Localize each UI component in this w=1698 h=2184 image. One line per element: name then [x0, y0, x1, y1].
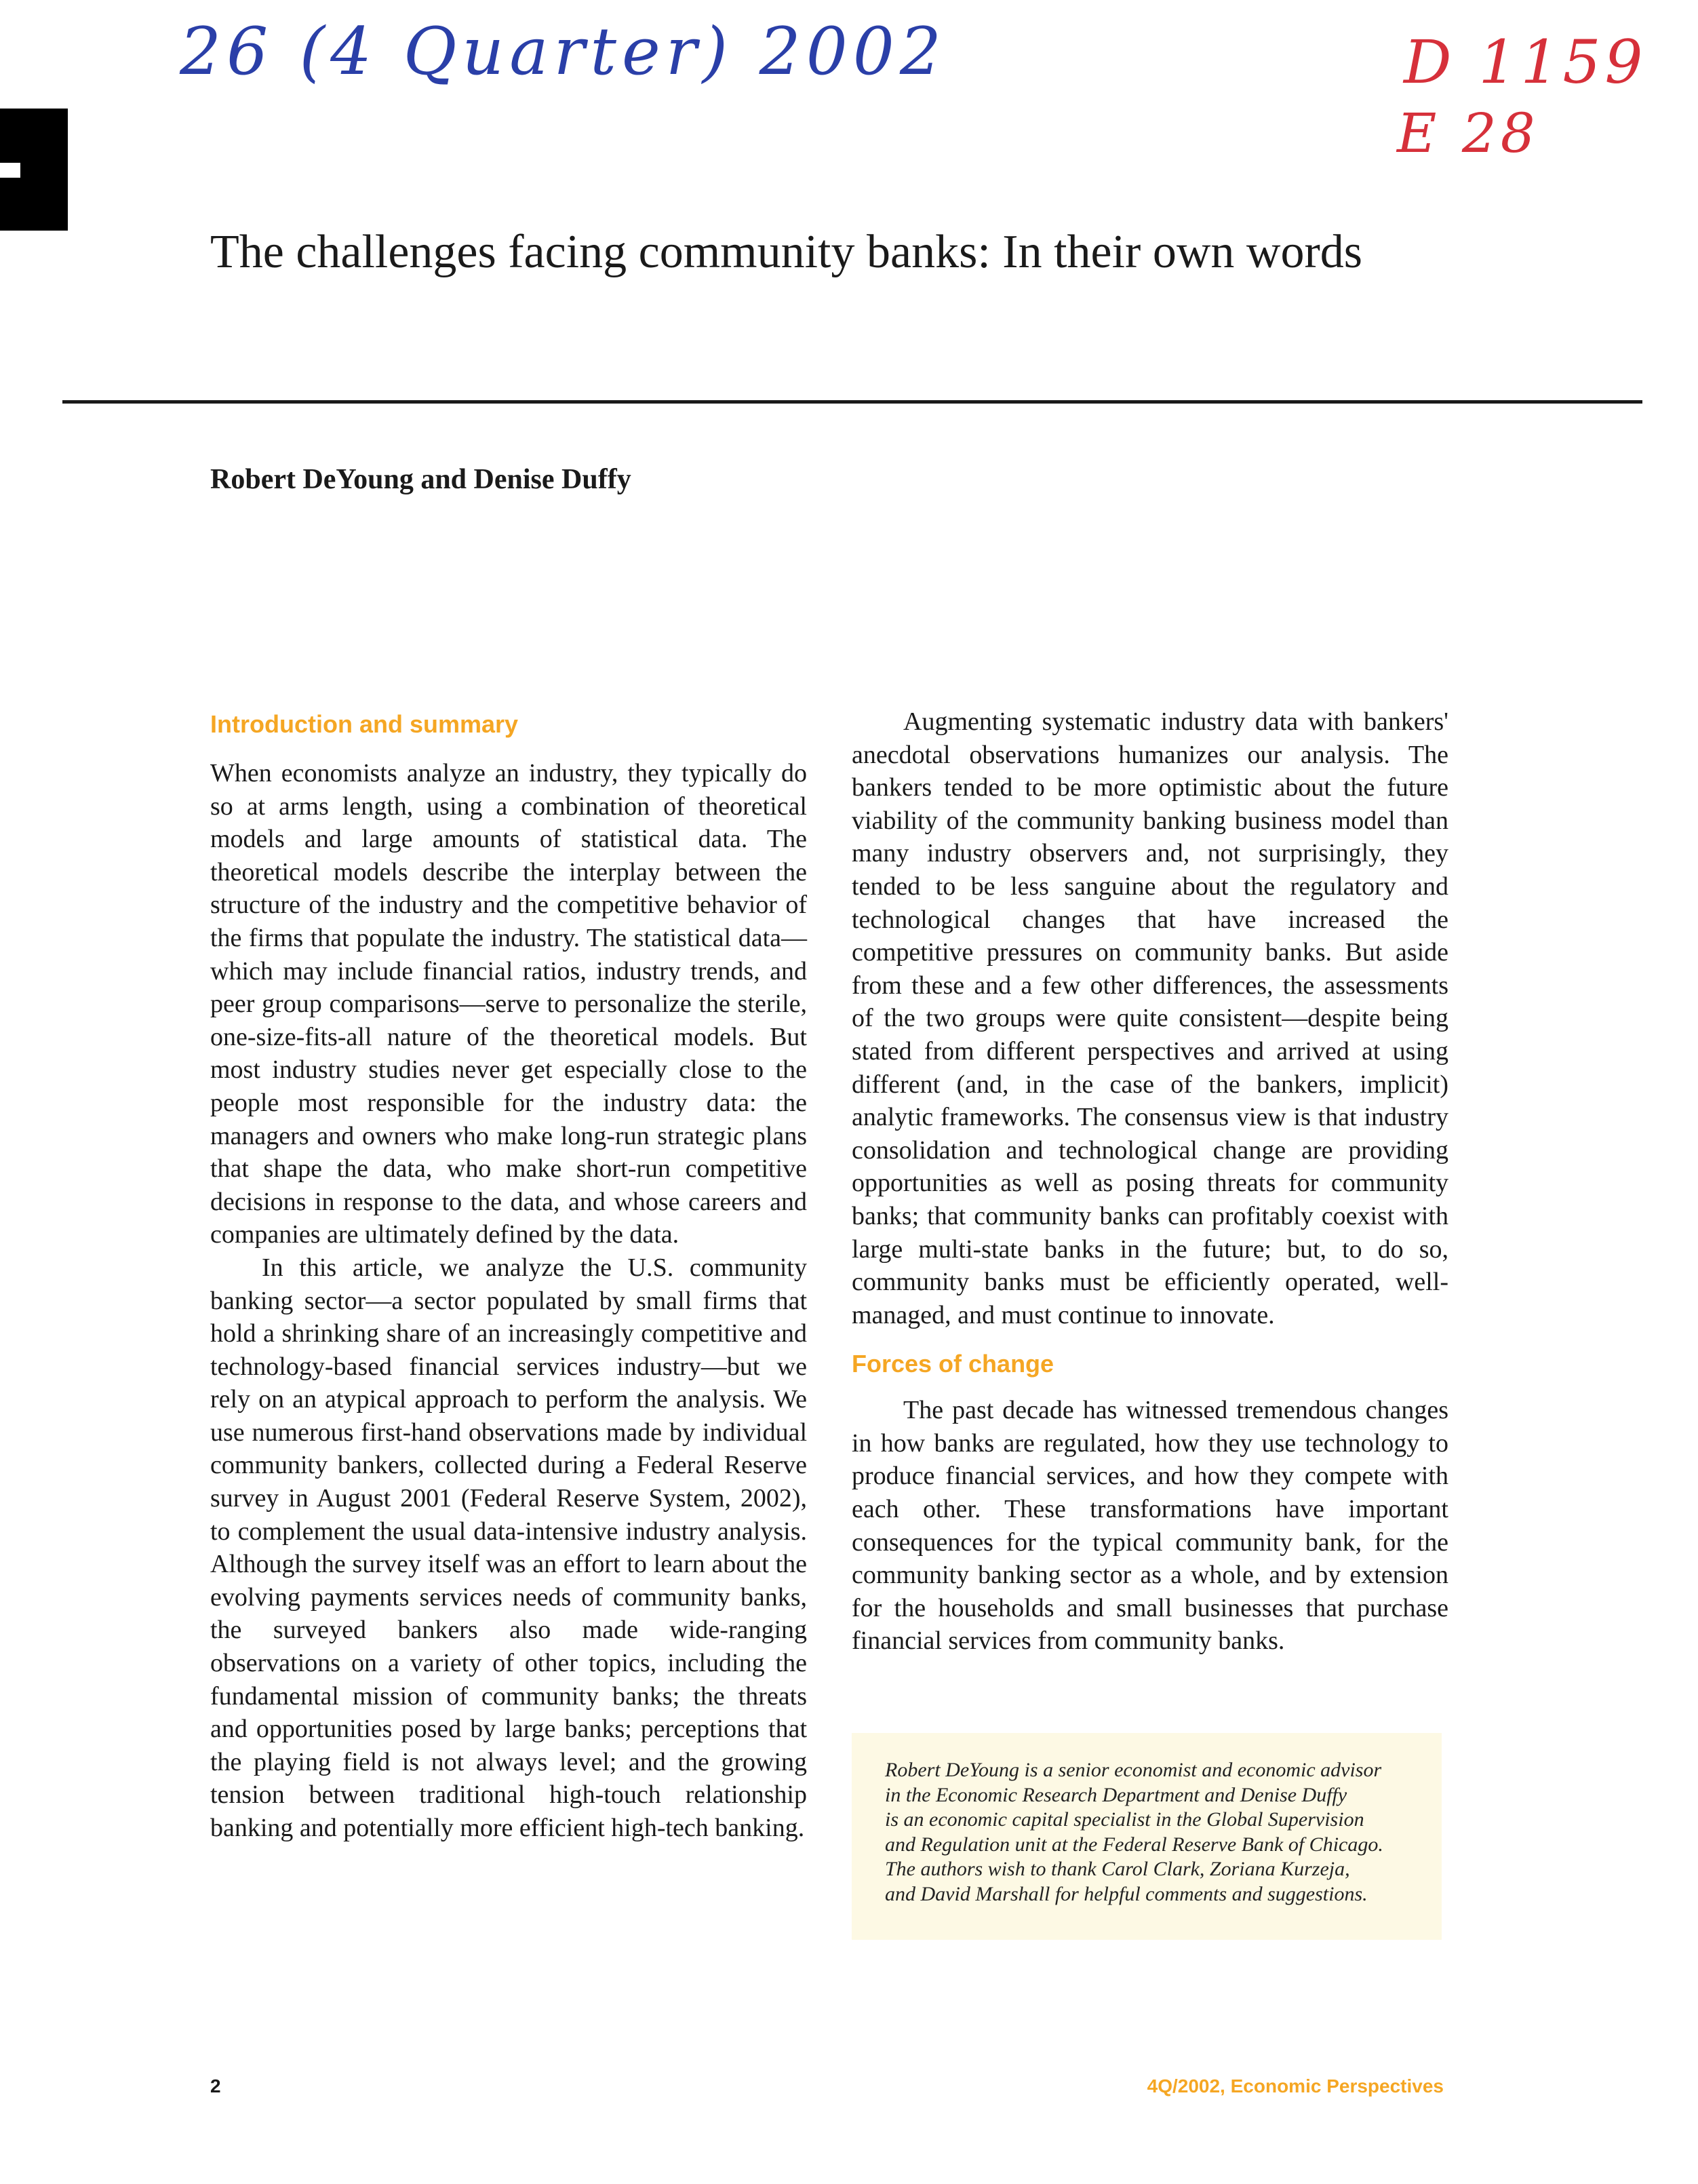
article-title: The challenges facing community banks: In their own words — [210, 226, 1363, 278]
author-note-line: Robert DeYoung is a senior economist and economic advisor — [885, 1759, 1382, 1781]
author-note-line: in the Economic Research Department and Denise Duffy — [885, 1783, 1347, 1806]
author-note-text — [885, 1758, 1421, 1907]
handwritten-issue-note: 26 (4 Quarter) 2002 — [180, 14, 947, 90]
right-column — [852, 705, 1448, 1658]
author-note-line: and Regulation unit at the Federal Reserve Bank of Chicago. — [885, 1833, 1383, 1856]
paragraph-intro-1: When economists analyze an industry, they typically do so at arms length, using a combination of theoretical models and large amounts of statistical data. The theoretical models describe the interplay between the structure of the industry and the competitive behavior of the firms that populate the industry. The statistical data—which may include financial ratios, industry trends, and peer group comparisons—serve to personalize the sterile, one-size-fits-all nature of the theoretical models. But most industry studies never get especially close to the people most responsible for the industry data: the managers and owners who make long-run strategic plans that shape the data, who make short-run competitive decisions in response to the data, and whose careers and companies are ultimately defined by the data. — [210, 759, 807, 1249]
author-note-line: is an economic capital specialist in the Global Supervision — [885, 1808, 1364, 1831]
article-authors: Robert DeYoung and Denise Duffy — [210, 464, 631, 495]
handwritten-catalog-code: D 1159 — [1404, 27, 1647, 97]
section-heading-forces: Forces of change — [852, 1350, 1054, 1378]
journal-footer: 4Q/2002, Economic Perspectives — [1147, 2075, 1444, 2097]
page-number: 2 — [210, 2075, 221, 2097]
handwritten-catalog-subcode: E 28 — [1397, 102, 1539, 165]
paragraph-intro-3: Augmenting systematic industry data with bankers' anecdotal observations humanizes our analysis. The bankers tended to be more optimistic about the future viability of the community banking business model than many industry observers and, not surprisingly, they tended to be less sanguine about the regulatory and technological changes that have increased the competitive pressures on community banks. But aside from these and a few other differences, the assessments of the two groups were quite consistent—despite being stated from different perspectives and arrived at using different (and, in the case of the bankers, implicit) analytic frameworks. The consensus view is that industry consolidation and technological change are providing opportunities as well as posing threats for community banks; that community banks can profitably coexist with large multi-state banks in the future; but, to do so, community banks must be efficiently operated, well-managed, and must continue to innovate. — [852, 707, 1448, 1329]
paragraph-forces-1: The past decade has witnessed tremendous changes in how banks are regulated, how they use technology to produce financial services, and how they compete with each other. These transformations have important consequences for the typical community bank, for the community banking sector as a whole, and by extension for the households and small businesses that purchase financial services from community banks. — [852, 1396, 1448, 1656]
left-column — [210, 705, 807, 1845]
binder-clip-notch — [0, 163, 20, 178]
section-heading-introduction: Introduction and summary — [210, 710, 519, 738]
paragraph-intro-2: In this article, we analyze the U.S. community banking sector—a sector populated by small firms that hold a shrinking share of an increasingly competitive and technology-based financial services industry—but we rely on an atypical approach to perform the analysis. We use numerous first-hand observations made by individual community bankers, collected during a Federal Reserve survey in August 2001 (Federal Reserve System, 2002), to complement the usual data-intensive industry analysis. Although the survey itself was an effort to learn about the evolving payments services needs of community banks, the surveyed bankers also made wide-ranging observations on a variety of other topics, including the fundamental mission of community banks; the threats and opportunities posed by large banks; perceptions that the playing field is not always level; and the growing tension between traditional high-touch relationship banking and potentially more efficient high-tech banking. — [210, 1253, 807, 1842]
author-note-line: The authors wish to thank Carol Clark, Zoriana Kurzeja, — [885, 1858, 1350, 1880]
title-rule — [62, 400, 1642, 404]
author-note-line: and David Marshall for helpful comments and suggestions. — [885, 1882, 1368, 1905]
